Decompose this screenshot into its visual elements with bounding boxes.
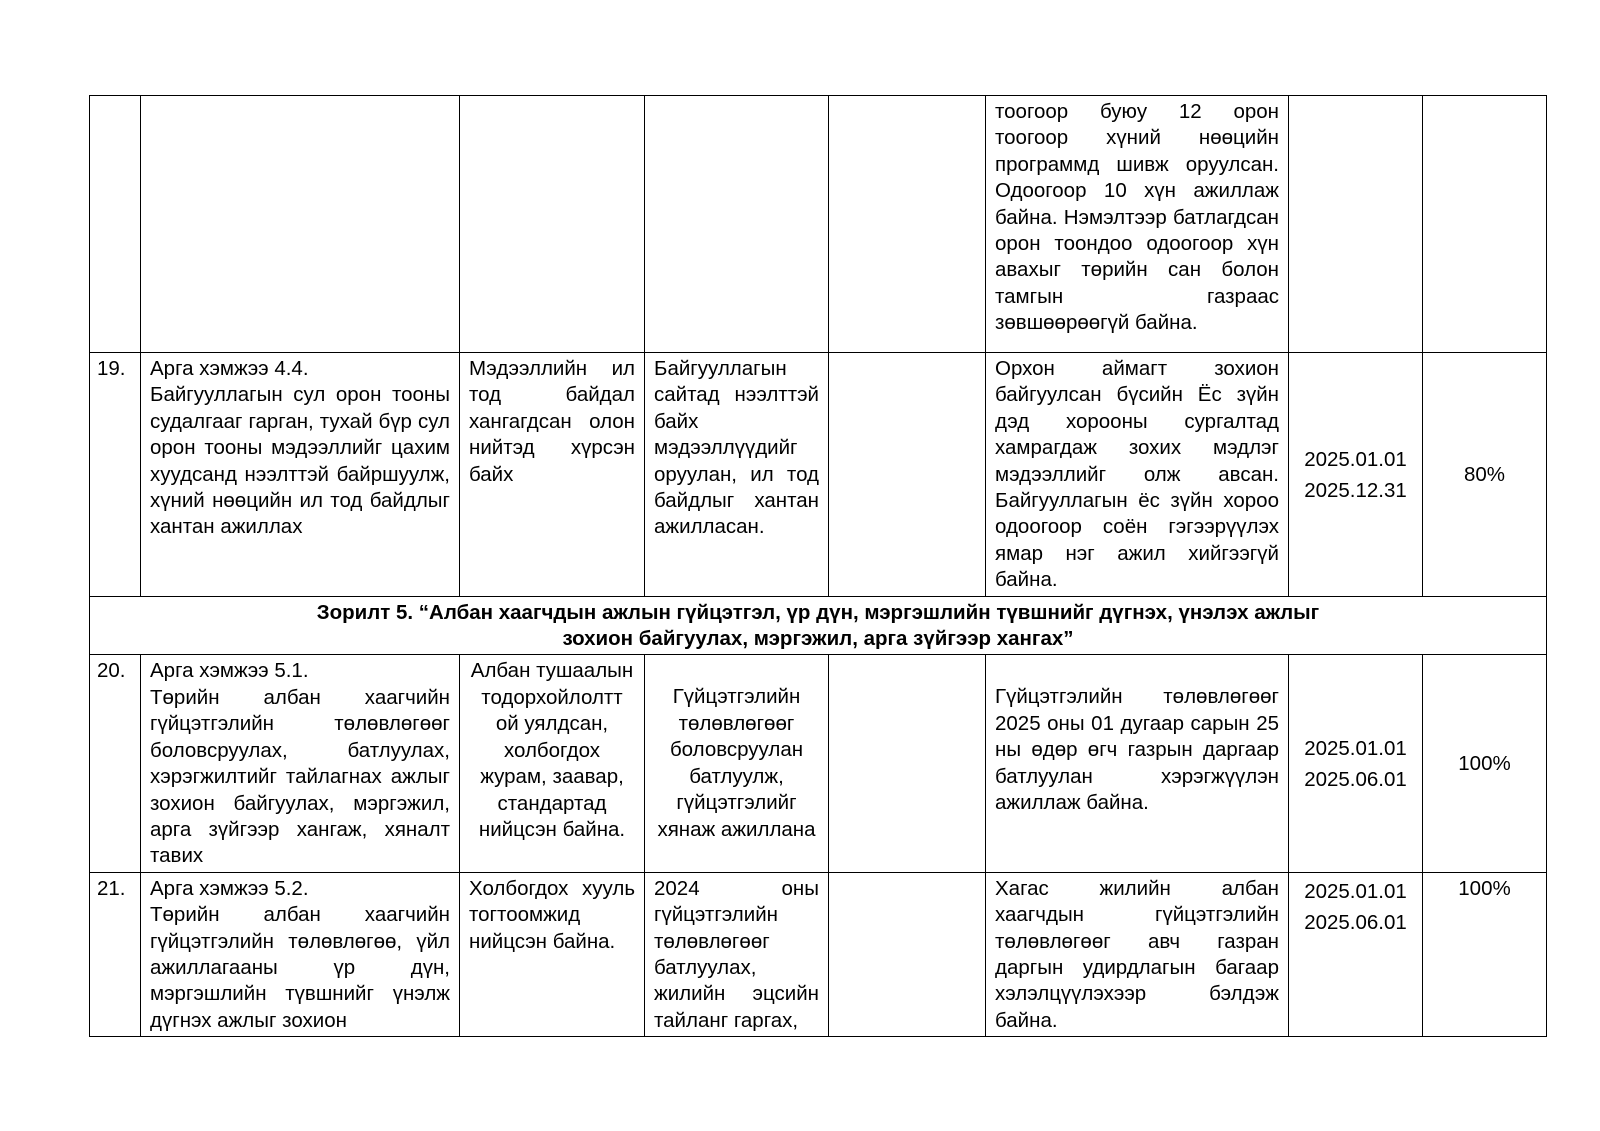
- cell-no: 19.: [90, 353, 141, 597]
- date-end: 2025.06.01: [1304, 910, 1407, 934]
- cell-no: 20.: [90, 655, 141, 872]
- cell-percent: 100%: [1423, 872, 1547, 1036]
- cell-criteria: Мэдээллийн ил тод байдал хангагдсан олон нийтэд хүрсэн байх: [460, 353, 645, 597]
- cell-percent: 80%: [1423, 353, 1547, 597]
- cell-budget: [829, 872, 986, 1036]
- goal-heading-line-2: зохион байгуулах, мэргэжил, арга зүйгээр хангах”: [562, 627, 1074, 651]
- cell-output: Байгууллагын сайтад нээлттэй байх мэдээллүүдийг оруулан, ил тод байдлыг хантан ажилласан.: [645, 353, 829, 597]
- goal-heading-line-1: Зорилт 5. “Албан хаагчдын ажлын гүйцэтгэл, үр дүн, мэргэшлийн түвшнийг дүгнэх, үнэлэх ажлыг: [316, 600, 1320, 624]
- cell-budget: [829, 655, 986, 872]
- cell-activity: [141, 872, 460, 1036]
- activity-title: Арга хэмжээ 5.2.: [150, 876, 309, 900]
- cell-percent: 100%: [1423, 655, 1547, 872]
- cell-activity: [141, 655, 460, 872]
- cell-criteria: [460, 96, 645, 353]
- cell-dates: [1289, 872, 1423, 1036]
- date-start: 2025.01.01: [1304, 447, 1407, 471]
- date-end: 2025.06.01: [1304, 768, 1407, 792]
- cell-result: Гүйцэтгэлийн төлөвлөгөөг 2025 оны 01 дугаар сарын 25 ны өдөр өгч газрын даргаар батлуулан хэрэгжүүлэн ажиллаж байна.: [986, 655, 1289, 872]
- activity-desc: Байгууллагын сул орон тооны судалгааг гарган, тухай бүр сул орон тооны мэдээллийг цахим хуудсанд нээлттэй байршуулж, хүний нөөцийн ил тод байдлыг хантан ажиллах: [150, 383, 450, 539]
- cell-output: Гүйцэтгэлийн төлөвлөгөөг боловсруулан батлуулж, гүйцэтгэлийг хянаж ажиллана: [645, 655, 829, 872]
- activity-desc: Төрийн албан хаагчийн гүйцэтгэлийн төлөвлөгөөг боловсруулах, батлуулах, хэрэгжилтийг тайлагнах ажлыг зохион байгуулах, мэргэжил, арга зүйгээр хангаж, хяналт тавих: [150, 685, 450, 868]
- cell-activity: [141, 96, 460, 353]
- action-plan-table: [89, 95, 1547, 1037]
- table-row-18-continued: [90, 96, 1547, 353]
- table-row-19: [90, 353, 1547, 597]
- cell-result: Хагас жилийн албан хаагчдын гүйцэтгэлийн төлөвлөгөөг авч газран даргын удирдлагын багаар хэлэлцүүлэхээр бэлдэж байна.: [986, 872, 1289, 1036]
- cell-no: 21.: [90, 872, 141, 1036]
- cell-budget: [829, 353, 986, 597]
- cell-budget: [829, 96, 986, 353]
- cell-result: тоогоор буюу 12 орон тоогоор хүний нөөцийн программд шивж оруулсан. Одоогоор 10 хүн ажиллаж байна. Нэмэлтээр батлагдсан орон тоондоо одоогоор хүн авахыг төрийн сан болон тамгын газраас зөвшөөрөөгүй байна.: [986, 96, 1289, 353]
- cell-no: [90, 96, 141, 353]
- cell-activity: [141, 353, 460, 597]
- cell-dates: [1289, 353, 1423, 597]
- cell-output: 2024 оны гүйцэтгэлийн төлөвлөгөөг батлуулах, жилийн эцсийн тайланг гаргах,: [645, 872, 829, 1036]
- activity-title: Арга хэмжээ 4.4.: [150, 357, 309, 380]
- goal-5-header-row: [90, 596, 1547, 655]
- table-row-21: [90, 872, 1547, 1036]
- activity-desc: Төрийн албан хаагчийн гүйцэтгэлийн төлөвлөгөө, үйл ажиллагааны үр дүн, мэргэшлийн түвшнийг үнэлж дүгнэх ажлыг зохион: [150, 903, 450, 1032]
- goal-heading: [90, 596, 1547, 655]
- activity-title: Арга хэмжээ 5.1.: [150, 659, 309, 683]
- cell-result: Орхон аймагт зохион байгуулсан бүсийн Ёс зүйн дэд хорооны сургалтад хамрагдаж зохих мэдлэг мэдээллийг олж авсан. Байгууллагын ёс зүйн хороо одоогоор соён гэгээрүүлэх ямар нэг ажил хийгээгүй байна.: [986, 353, 1289, 597]
- cell-percent: [1423, 96, 1547, 353]
- cell-criteria: Албан тушаалын тодорхойлолтт ой уялдсан, холбогдох журам, заавар, стандартад нийцсэн байна.: [460, 655, 645, 872]
- cell-criteria: Холбогдох хууль тогтоомжид нийцсэн байна.: [460, 872, 645, 1036]
- table-row-20: [90, 655, 1547, 872]
- date-end: 2025.12.31: [1304, 478, 1407, 502]
- cell-dates: [1289, 96, 1423, 353]
- cell-dates: [1289, 655, 1423, 872]
- date-start: 2025.01.01: [1304, 879, 1407, 903]
- cell-output: [645, 96, 829, 353]
- date-start: 2025.01.01: [1304, 737, 1407, 761]
